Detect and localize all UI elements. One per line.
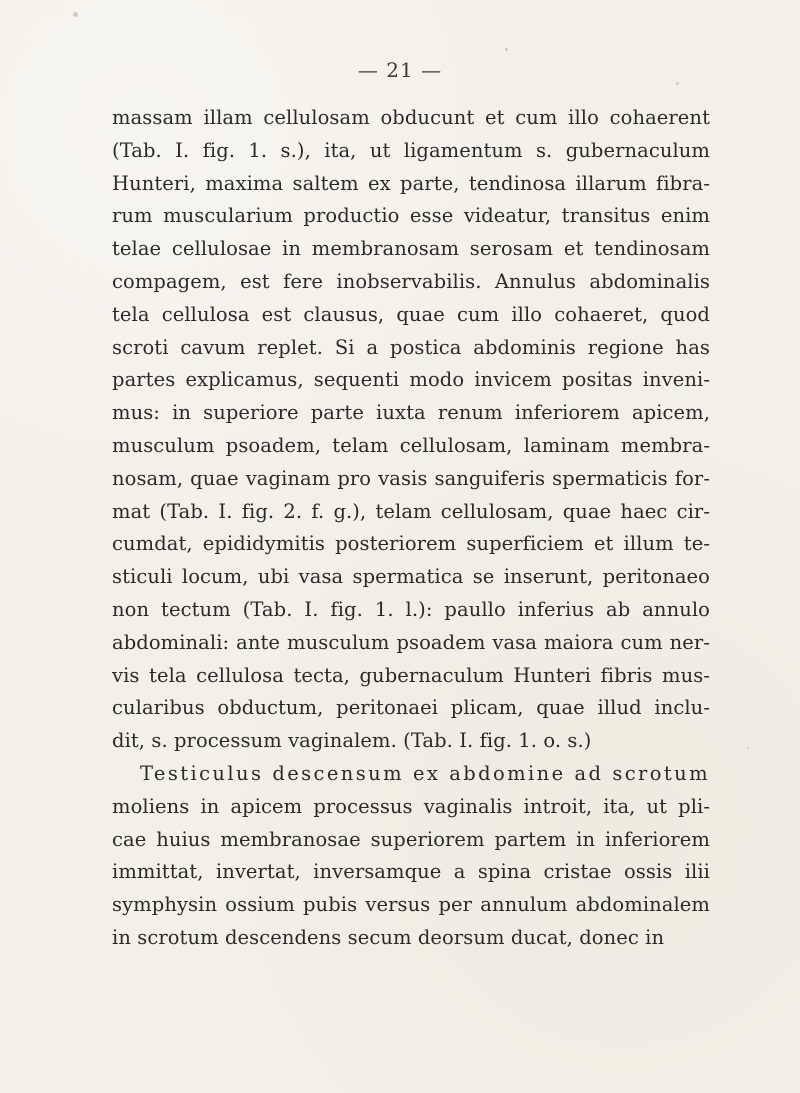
- text-line: Testiculus descensum ex abdomine ad scrotum: [140, 761, 710, 785]
- text-line: tela cellulosa est clausus, quae cum illo cohaeret, quod: [112, 302, 710, 326]
- text-line: Hunteri, maxima saltem ex parte, tendinosa illarum fibra-: [112, 171, 710, 195]
- text-line: mus: in superiore parte iuxta renum inferiorem apicem,: [112, 401, 710, 425]
- text-line: compagem, est fere inobservabilis. Annulus abdominalis: [112, 269, 710, 293]
- text-line: abdominali: ante musculum psoadem vasa maiora cum ner-: [112, 630, 710, 654]
- paper-speck: [73, 12, 78, 17]
- text-line: moliens in apicem processus vaginalis introit, ita, ut pli-: [112, 794, 710, 818]
- paper-speck: [747, 747, 749, 749]
- paper-speck: [676, 82, 679, 85]
- text-line: nosam, quae vaginam pro vasis sanguiferis spermaticis for-: [112, 466, 710, 490]
- text-line: partes explicamus, sequenti modo invicem positas inveni-: [112, 368, 710, 392]
- text-line: cae huius membranosae superiorem partem in inferiorem: [112, 827, 710, 851]
- text-line: cularibus obductum, peritonaei plicam, quae illud inclu-: [112, 696, 710, 720]
- text-line: telae cellulosae in membranosam serosam et tendinosam: [112, 237, 710, 261]
- text-line: (Tab. I. fig. 1. s.), ita, ut ligamentum s. gubernaculum: [112, 138, 710, 162]
- text-line: non tectum (Tab. I. fig. 1. l.): paullo inferius ab annulo: [112, 597, 710, 621]
- text-line: symphysin ossium pubis versus per annulum abdominalem: [112, 893, 710, 917]
- text-line: cumdat, epididymitis posteriorem superficiem et illum te-: [112, 532, 710, 556]
- text-line: immittat, invertat, inversamque a spina cristae ossis ilii: [112, 860, 710, 884]
- page-number: — 21 —: [357, 58, 443, 82]
- text-line: in scrotum descendens secum deorsum ducat, donec in: [112, 925, 665, 949]
- text-line: sticuli locum, ubi vasa spermatica se inserunt, peritonaeo: [112, 565, 710, 589]
- text-line: musculum psoadem, telam cellulosam, laminam membra-: [112, 433, 710, 457]
- text-line: rum muscularium productio esse videatur, transitus enim: [112, 204, 710, 228]
- text-line: mat (Tab. I. fig. 2. f. g.), telam cellulosam, quae haec cir-: [112, 499, 710, 523]
- paper-speck: [505, 48, 508, 51]
- text-line: dit, s. processum vaginalem. (Tab. I. fig. 1. o. s.): [112, 729, 592, 753]
- text-line: massam illam cellulosam obducunt et cum illo cohaerent: [112, 106, 710, 129]
- text-line: scroti cavum replet. Si a postica abdominis regione has: [112, 335, 710, 359]
- body-text: [112, 102, 710, 955]
- text-line: vis tela cellulosa tecta, gubernaculum Hunteri fibris mus-: [112, 663, 710, 687]
